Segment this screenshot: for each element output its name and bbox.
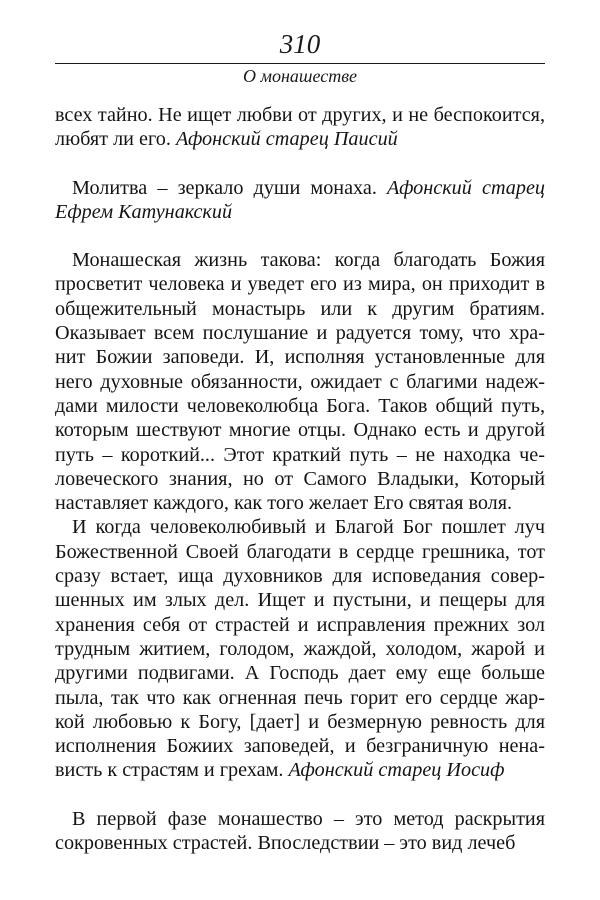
paragraph-text: всех тайно. Не ищет любви от других, и не беспокоится, любят ли его. — [55, 104, 545, 151]
paragraph-first-phase — [55, 807, 545, 856]
quote-author: Афонский старец Иосиф — [288, 759, 505, 782]
quote-author: Афонский старец Паисий — [175, 128, 398, 151]
paragraph-text: В первой фазе монашество – это метод раскрытия сокровенных страстей. Впоследствии – это вид лечеб — [55, 807, 545, 855]
quote-author: Афонский старец Ефрем Катунакский — [55, 176, 546, 223]
paragraph-text: И когда человеколюбивый и Благой Бог пошлет луч Божественной Своей благодати в сердце грешника, тот сразу встает, ища духовников для исповедания совершенных им злых дел. Ищет и пустыни, и пещеры для хранения себя от страстей и исправления прежних зол трудным житием, голодом, жаждой, холодом, жарой и другими подвигами. А Господь дает ему еще больше пыла, так что как огненная печь горит его сердце жаркой любовью к Богу, [дает] и безмерную ревность для исполнения Божиих заповедей, и безграничную ненависть к страстям и грехам. — [55, 516, 545, 782]
book-page — [55, 0, 545, 900]
body-text — [55, 103, 545, 855]
running-title: О монашестве — [242, 66, 358, 86]
paragraph-joseph — [55, 515, 545, 782]
paragraph-ephraim — [55, 176, 545, 225]
paragraph-monastic-life — [55, 248, 545, 515]
paragraph-text: Монашеская жизнь такова: когда благодать Божия просветит человека и уведет его из мира, он приходит в общежительный монастырь или к другим братиям. Оказывает всем послушание и радуется тому, что хранит Божии заповеди. И, исполняя установленные для него духовные обязанности, ожидает с благими надеждами милости человеколюбца Бога. Таков общий путь, которым шествуют многие отцы. Однако есть и другой путь – короткий... Этот краткий путь – не находка человеческого знания, но от Самого Владыки, Который наставляет каждого, как того желает Его святая воля. — [55, 249, 545, 515]
paragraph-paisios — [55, 103, 545, 152]
page-number: 310 — [279, 29, 321, 59]
paragraph-text: Молитва – зеркало души монаха. — [72, 176, 377, 199]
